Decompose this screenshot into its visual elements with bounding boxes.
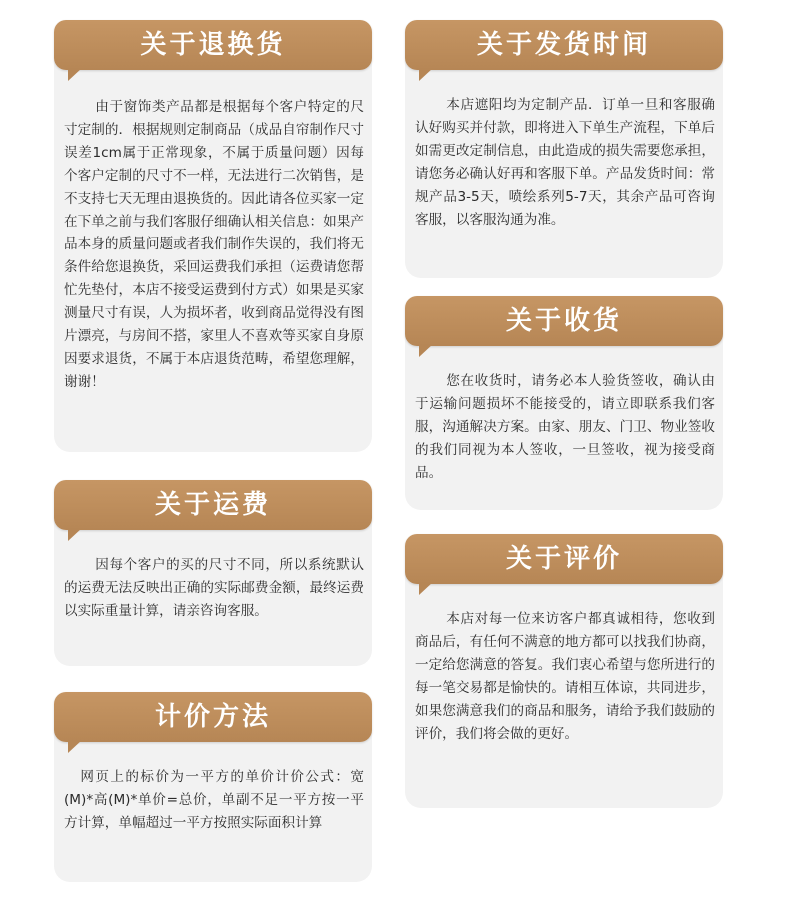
reviews-text: 本店对每一位来访客户都真诚相待，您收到商品后，有任何不满意的地方都可以找我们协商，一定给您满意的答复。我们衷心希望与您所进行的每一笔交易都是愉快的。请相互体谅，共同进步，如果您满意我们的商品和服务，请给予我们鼓励的评价，我们将会做的更好。 <box>415 611 715 742</box>
banner-tail <box>419 344 433 357</box>
returns-text: 由于窗饰类产品都是根据每个客户特定的尺寸定制的．根据规则定制商品（成品自帘制作尺寸误差1cm属于正常现象，不属于质量问题）因每个客户定制的尺寸不一样，无法进行二次销售，是不支持七天无理由退换货的。因此请各位买家一定在下单之前与我们客服仔细确认相关信息：如果产品本身的质量问题或者我们制作失误的，我们将无条件给您退换货，采回运费我们承担（运费请您帮忙先垫付，本店不接受运费到付方式）如果是买家测量尺寸有误，人为损坏者，收到商品觉得没有图片漂亮，与房间不搭，家里人不喜欢等买家自身原因要求退货，不属于本店退货范畴，希望您理解，谢谢！ <box>64 99 364 390</box>
pricing-text: 网页上的标价为一平方的单价计价公式：宽(M)*高(M)*单价=总价，单副不足一平方按一平方计算，单幅超过一平方按照实际面积计算 <box>64 769 364 831</box>
returns-card <box>54 20 372 452</box>
banner-tail <box>419 68 433 81</box>
receiving-card <box>405 296 723 510</box>
returns-title: 关于退换货 <box>54 20 372 70</box>
shipping-fee-title: 关于运费 <box>54 480 372 530</box>
delivery-time-text: 本店遮阳均为定制产品．订单一旦和客服确认好购买并付款，即将进入下单生产流程，下单后如需更改定制信息，由此造成的损失需要您承担，请您务必确认好再和客服下单。产品发货时间：常规产品3-5天，喷绘系列5-7天，其余产品可咨询客服，以客服沟通为准。 <box>415 97 715 228</box>
banner-tail <box>419 582 433 595</box>
receiving-text: 您在收货时，请务必本人验货签收，确认由于运输问题损坏不能接受的，请立即联系我们客服，沟通解决方案。由家、朋友、门卫、物业签收的我们同视为本人签收，一旦签收，视为接受商品。 <box>415 373 715 481</box>
banner-tail <box>68 528 82 541</box>
banner-tail <box>68 68 82 81</box>
delivery-time-card <box>405 20 723 278</box>
delivery-time-title: 关于发货时间 <box>405 20 723 70</box>
banner-tail <box>68 740 82 753</box>
pricing-card <box>54 692 372 882</box>
shipping-fee-card <box>54 480 372 666</box>
receiving-title: 关于收货 <box>405 296 723 346</box>
shipping-fee-text: 因每个客户的买的尺寸不同，所以系统默认的运费无法反映出正确的实际邮费金额，最终运费以实际重量计算，请亲咨询客服。 <box>64 557 364 619</box>
reviews-title: 关于评价 <box>405 534 723 584</box>
reviews-card <box>405 534 723 808</box>
pricing-title: 计价方法 <box>54 692 372 742</box>
